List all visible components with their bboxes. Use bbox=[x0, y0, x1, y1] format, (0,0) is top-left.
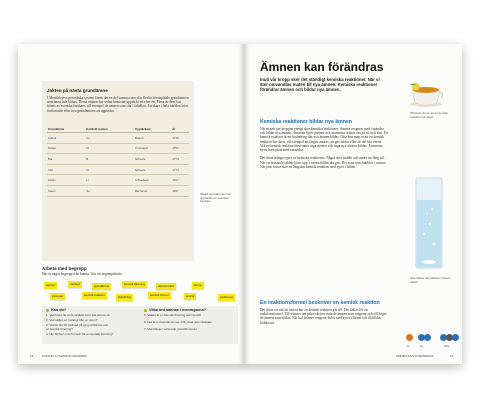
table-cell: Selen bbox=[47, 185, 85, 196]
word-sticky: kemisk formel bbox=[150, 293, 169, 297]
table-header: Upptäckare bbox=[134, 125, 171, 133]
table-cell: Nickel bbox=[47, 143, 85, 154]
tea-cup-image bbox=[406, 80, 446, 110]
quiz-question: 4. Hur skriver man formeln för en kemisk förening? bbox=[46, 332, 114, 336]
table-cell: Co bbox=[85, 133, 134, 144]
table-cell: 1735 bbox=[171, 133, 189, 144]
table-cell: B bbox=[85, 154, 134, 165]
word-section-instruction: Här är några begrepp från kemin. Gör en begreppskarta. bbox=[42, 272, 123, 276]
table-row bbox=[47, 175, 189, 186]
quiz-question: 3. Vad är det för skillnad på ett grundämne och bbox=[46, 323, 109, 327]
caption: Gas bildas när tabletten löses i vatten. bbox=[410, 276, 452, 284]
quiz-question: 2. Vad skiljer en molekyl från en atom? bbox=[46, 318, 98, 322]
section-heading: En reaktionsformel beskriver en kemisk reaktion bbox=[260, 300, 380, 306]
body-text: När maten ger kroppen energi sker kemiska reaktioner. Ämnen reagerar med varandra och bildar nya ämnen. Ämnena byter partner och atomerna ordnas om på ett nytt sätt. En kemisk reaktion är en förändring där nya ämnen bildas. Ofta kan man se att en kemisk reaktion har skett, till exempel att färgen ändras, att gas bildas eller att det blir varmt. Vid en kemisk reaktion försvinner inga atomer och inga nya atomer bildas. Atomerna byter bara plats med varandra. Det finns många typer av kemiska reaktioner. Några sker snabbt och andra tar lång tid. När en brusande tablett löses upp i vatten bildas det gas. Det syns som bubblor i vattnet. När järn rostar sker en långsam kemisk reaktion med syret i luften. bbox=[260, 127, 388, 169]
table-cell: Kobolt bbox=[47, 133, 85, 144]
quiz-title-fill: Vilka ord saknas i meningarna? bbox=[149, 308, 206, 312]
quiz-question: 6. Det är en kemisk formel: CO₂ visar att molekylen bbox=[144, 320, 213, 324]
bullet-icon bbox=[46, 309, 49, 312]
bullet-icon bbox=[144, 309, 147, 312]
word-sticky: molekyl bbox=[70, 282, 81, 286]
table-cell: 1774 bbox=[171, 164, 189, 175]
table-cell: Bor bbox=[47, 154, 85, 165]
lead-text: Inuti vår kropp sker det ständigt kemiska reaktioner. När vi äter omvandlas maten till nya ämnen. Kemiska reaktioner förändrar ämnen och bildar nya ämnen. bbox=[260, 77, 380, 93]
table-cell: Arfwedson bbox=[134, 175, 171, 186]
table-header: Kemiskt tecken bbox=[85, 125, 134, 133]
table-header: År bbox=[171, 125, 189, 133]
chapter-label: ÄMNEN KAN FÖRÄNDRAS bbox=[396, 354, 434, 358]
quiz-question: en kemisk förening? bbox=[46, 327, 73, 331]
word-section bbox=[42, 262, 242, 308]
table-cell: Se bbox=[85, 185, 134, 196]
word-sticky: blandning bbox=[118, 295, 132, 299]
carbon-atom-icon bbox=[406, 334, 413, 341]
quiz-title: Kan du? bbox=[51, 308, 67, 312]
table-cell: Litium bbox=[47, 175, 85, 186]
quiz-question: 7. Mendelejev sorterade grundämnena i bbox=[144, 327, 198, 331]
quiz-question: 1. Vad heter de små partiklar som alla ämnen är bbox=[46, 313, 110, 317]
word-sticky: elektroner bbox=[220, 295, 234, 299]
table-header: Grundämne bbox=[47, 125, 85, 133]
table-cell: Cl bbox=[85, 164, 134, 175]
table-row bbox=[47, 143, 189, 154]
table-cell: 1751 bbox=[171, 143, 189, 154]
page-number: 16 bbox=[30, 354, 34, 358]
table-row bbox=[47, 185, 189, 196]
open-textbook bbox=[18, 44, 462, 364]
box-title: Jakten på nästa grundämne bbox=[47, 88, 108, 93]
table-cell: Cronstedt bbox=[134, 143, 171, 154]
discovery-table bbox=[47, 125, 189, 197]
table-cell: Brandt bbox=[134, 133, 171, 144]
table-cell: Scheele bbox=[134, 164, 171, 175]
caption: Ofta kan du se att en kemisk reaktion har skett. bbox=[410, 111, 449, 119]
page-title: Ämnen kan förändras bbox=[260, 60, 384, 74]
formula-label: CO₂ bbox=[444, 344, 450, 348]
quiz-box bbox=[42, 306, 238, 344]
page-number: 17 bbox=[450, 354, 454, 358]
table-cell: 1817 bbox=[171, 185, 189, 196]
table-row bbox=[47, 154, 189, 165]
table-row bbox=[47, 133, 189, 144]
water-glass-image bbox=[412, 174, 446, 274]
word-sticky: energi bbox=[186, 294, 195, 298]
left-page bbox=[18, 44, 242, 364]
oxygen-atom-icon bbox=[452, 334, 459, 341]
word-sticky: kemisk förening bbox=[124, 282, 146, 286]
section-heading: Kemiska reaktioner bildar nya ämnen bbox=[260, 119, 352, 125]
table-row bbox=[47, 164, 189, 175]
table-cell: Scheele bbox=[134, 154, 171, 165]
word-sticky: ämne bbox=[194, 283, 202, 287]
box-body-text: I Mendelejevs periodiska system fanns det en del tomma rutor där Berlin förutspådde grundämnen som ännu inte hittats. Dessa ämnen har sedan kemister upptäckt en efter en. Flera av dem har hittats av svenska forskare, till exempel de ämnen som står i tabellen. Forskare i hela världen letar fortfarande efter nya grundämnen att upptäcka. bbox=[47, 96, 189, 113]
formula-label: O₂ bbox=[420, 344, 424, 348]
quiz-question: 5. Vatten är en kemisk förening som består bbox=[144, 313, 201, 317]
right-page bbox=[246, 44, 462, 364]
word-sticky: kemisk reaktion bbox=[84, 293, 105, 297]
formula-label: C bbox=[407, 344, 410, 348]
word-sticky: atomer bbox=[46, 283, 56, 287]
table-cell: Li bbox=[85, 175, 134, 186]
table-cell: 1817 bbox=[171, 175, 189, 186]
table-header-row bbox=[47, 125, 189, 133]
table-cell: 1774 bbox=[171, 154, 189, 165]
word-section-title: Arbeta med begrepp bbox=[42, 266, 87, 271]
table-cell: Klor bbox=[47, 164, 85, 175]
table-cell: Berzelius bbox=[134, 185, 171, 196]
side-note: Några grundämnen har upptäckts av svenska forskare. bbox=[200, 192, 232, 204]
chapter-label: KAPITEL 1 | KEMINS GRUNDER bbox=[42, 354, 87, 358]
word-sticky: atommodell bbox=[158, 284, 174, 288]
word-sticky: grundämne bbox=[94, 284, 110, 288]
word-sticky: protoner bbox=[52, 294, 64, 298]
table-cell: Ni bbox=[85, 143, 134, 154]
body-text-formula: Det finns ett sätt att skriva hur en kemisk reaktion går till. Det kallas för en reaktionsformel. Till vänster om pilen skriver man de ämnen som reagerar och till höger de ämnen som bildas. När kol brinner reagerar kolet med syret i luften och då bildas koldioxid. bbox=[260, 308, 387, 325]
oxygen-atom-icon bbox=[424, 334, 431, 341]
